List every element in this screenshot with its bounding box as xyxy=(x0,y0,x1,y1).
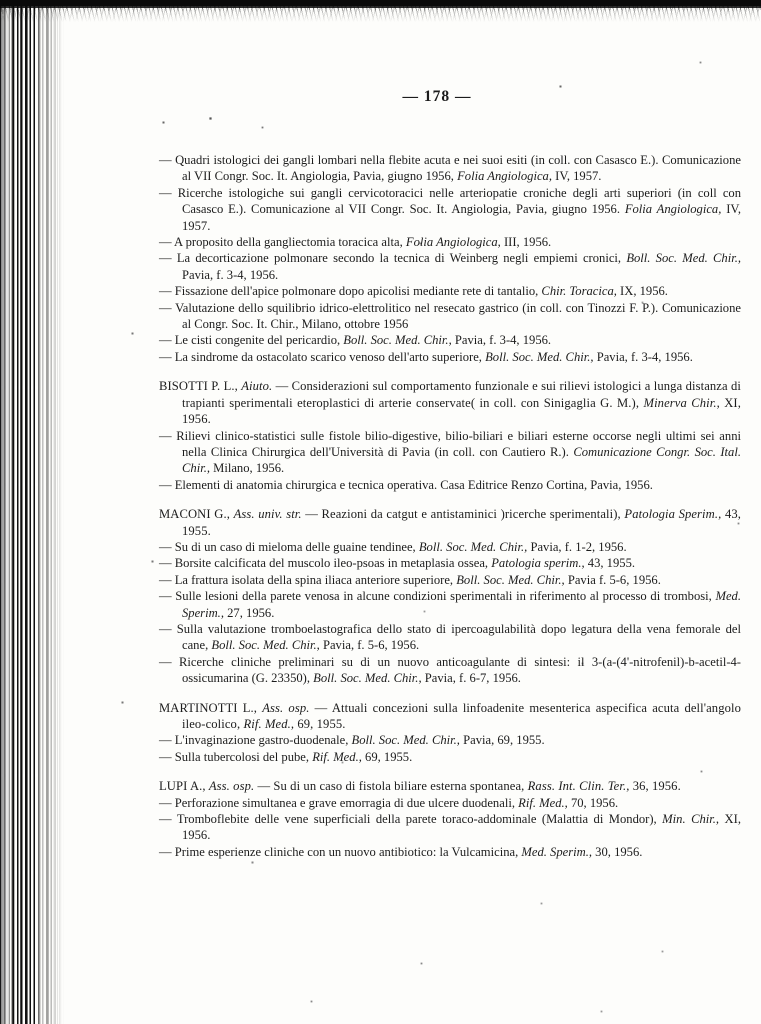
bibliography-author-entry xyxy=(159,506,741,539)
entry-text: XI, 1956. xyxy=(182,395,741,427)
journal-title: Comunicazione Congr. Soc. Ital. Chir., xyxy=(182,444,741,476)
entry-text: Pavia, f. 1-2, 1956. xyxy=(527,539,627,554)
bibliography-entry xyxy=(159,749,741,765)
entry-text: — La sindrome da ostacolato scarico venoso dell'arto superiore, xyxy=(159,349,486,364)
entry-text: Pavia f. 5-6, 1956. xyxy=(564,572,661,587)
journal-title: Boll. Soc. Med. Chir., xyxy=(418,539,528,554)
entry-text: 69, 1955. xyxy=(294,717,346,731)
entry-text: Pavia, f. 6-7, 1956. xyxy=(421,671,521,686)
entry-text: — Considerazioni sul comportamento funzionale e sui rilievi istologici a lunga distanza di trapianti sperimentali eteroplastici di arterie conservate( in coll. con Sinigaglia G. M.), xyxy=(182,379,741,410)
entry-text: IV, 1957. xyxy=(552,169,602,184)
bibliography-entry xyxy=(159,621,741,654)
bibliography-entry xyxy=(159,283,741,299)
entry-text: IX, 1956. xyxy=(616,284,668,299)
journal-title: Patologia sperim., xyxy=(491,556,585,571)
entry-text: Pavia, f. 3-4, 1956. xyxy=(593,349,693,364)
entry-text: — Prime esperienze cliniche con un nuovo antibiotico: la Vulcamicina, xyxy=(159,844,522,859)
entry-text: — La decorticazione polmonare secondo la tecnica di Weinberg negli empiemi cronici, xyxy=(159,251,627,266)
entry-text: 43, 1955. xyxy=(584,556,636,571)
entry-text: — Fissazione dell'apice polmonare dopo apicolisi mediante rete di tantalio, xyxy=(159,284,542,299)
bibliography-entry xyxy=(159,732,741,748)
journal-title: Aiuto. xyxy=(241,379,273,394)
bibliography-author-entry xyxy=(159,378,741,427)
entry-text: — Ricerche cliniche preliminari su di un nuovo anticoagulante di sintesi: il 3-(a-(4'-nitrofenil)-b-acetil-4-ossicumarina (G. 23350), xyxy=(159,654,741,686)
entry-text: 30, 1956. xyxy=(592,844,643,859)
bibliography-entry xyxy=(159,250,741,283)
entry-text: — Attuali concezioni sulla linfoadenite mesenterica aspecifica acuta dell'angolo ileo-colico, xyxy=(182,700,741,731)
entry-text: Milano, 1956. xyxy=(210,461,285,476)
journal-title: Rif. Med., xyxy=(312,749,362,764)
bibliography-entry xyxy=(159,654,741,687)
bibliography-entry xyxy=(159,588,741,621)
journal-title: Boll. Soc. Med. Chir., xyxy=(313,671,422,686)
entry-text: — Sulle lesioni della parete venosa in alcune condizioni sperimentali in riferimento al processo di trombosi, xyxy=(159,589,716,604)
scan-edge-top xyxy=(0,0,761,22)
journal-title: Med. Sperim., xyxy=(521,844,593,859)
bibliography-entry xyxy=(159,811,741,844)
entry-text: MACONI G., xyxy=(159,507,234,522)
bibliography-entry xyxy=(159,349,741,365)
entry-text: — Tromboflebite delle vene superficiali della parete toraco-addominale (Malattia di Mondor), xyxy=(159,812,663,827)
journal-title: Boll. Soc. Med. Chir., xyxy=(456,572,565,587)
journal-title: Rif. Med., xyxy=(518,795,568,810)
entry-text: — Su di un caso di mieloma delle guaine tendinee, xyxy=(159,539,419,554)
bibliography-entry xyxy=(159,477,741,493)
entry-text: IV, 1957. xyxy=(182,202,742,233)
journal-title: Rif. Med., xyxy=(243,717,295,731)
bibliography-entry xyxy=(159,572,741,588)
entry-text: MARTINOTTI L., xyxy=(159,700,263,715)
bibliography-entry xyxy=(159,152,741,185)
entry-text: — Su di un caso di fistola biliare esterna spontanea, xyxy=(254,779,528,794)
entry-text: — Quadri istologici dei gangli lombari nella flebite acuta e nei suoi esiti (in coll. con Casasco E.). Comunicazione al VII Congr. Soc. It. Angiologia, Pavia, giugno 1956, xyxy=(159,153,741,184)
entry-text: — Sulla valutazione tromboelastografica dello stato di ipercoagulabilità dopo legatura della vena femorale del cane, xyxy=(159,621,741,653)
page-number: — 178 — xyxy=(402,88,472,105)
entry-text: Pavia, 69, 1955. xyxy=(459,733,545,748)
bibliography-entry xyxy=(159,539,741,555)
entry-text: — Perforazione simultanea e grave emorragia di due ulcere duodenali, xyxy=(159,795,519,810)
entry-text: — Rilievi clinico-statistici sulle fistole bilio-digestive, bilio-biliari e biliari esterne occorse negli ultimi sei anni nella Clinica Chirurgica dell'Università di Pavia (in coll. con Cautiero R.). xyxy=(159,428,741,459)
journal-title: Ass. osp. xyxy=(208,779,255,794)
entry-text: — L'invaginazione gastro-duodenale, xyxy=(159,733,352,748)
entry-text: 69, 1955. xyxy=(361,749,413,764)
journal-title: Folia Angiologica, xyxy=(405,235,501,250)
entry-text: — A proposito della gangliectomia toracica alta, xyxy=(159,235,406,250)
journal-title: Patologia Sperim., xyxy=(624,507,722,522)
journal-title: Minerva Chir., xyxy=(643,395,720,410)
entry-text: III, 1956. xyxy=(500,235,552,250)
entry-text: — Elementi di anatomia chirurgica e tecnica operativa. Casa Editrice Renzo Cortina, Pavia, 1956. xyxy=(159,477,653,492)
journal-title: Boll. Soc. Med. Chir., xyxy=(626,251,742,266)
journal-title: Chir. Toracica, xyxy=(541,284,617,299)
entry-text: Pavia, f. 5-6, 1956. xyxy=(319,638,420,653)
entry-text: — Le cisti congenite del pericardio, xyxy=(159,333,344,348)
entry-text: — Ricerche istologiche sui gangli cervicotoracici nelle arteriopatie croniche degli arti superiori (in coll con Casasco E.). Comunicazione al VII Congr. Soc. It. Angiologia, Pavia, giugno 1956. xyxy=(159,185,741,217)
entry-text: — Valutazione dello squilibrio idrico-elettrolitico nel resecato gastrico (in coll. con Tinozzi F. P.). Comunicazione al Congr. Soc. It. Chir., Milano, ottobre 1956 xyxy=(159,300,741,332)
journal-title: Ass. univ. str. xyxy=(233,507,302,522)
scan-noise xyxy=(0,0,1,1)
bibliography-entry xyxy=(159,234,741,250)
journal-title: Folia Angiologica, xyxy=(457,169,552,184)
entry-text: — Borsite calcificata del muscolo ileo-psoas in metaplasia ossea, xyxy=(159,556,492,571)
entry-text: — La frattura isolata della spina iliaca anteriore superiore, xyxy=(159,572,457,587)
entry-text: Pavia, f. 3-4, 1956. xyxy=(182,267,279,282)
entry-text: 27, 1956. xyxy=(223,605,275,620)
journal-title: Folia Angiologica, xyxy=(624,202,722,217)
journal-title: Boll. Soc. Med. Chir., xyxy=(211,638,320,653)
entry-text: — Reazioni da catgut e antistaminici )ricerche sperimentali), xyxy=(301,507,625,522)
page-content xyxy=(159,88,741,860)
entry-text: LUPI A., xyxy=(159,779,209,794)
journal-title: Rass. Int. Clin. Ter., xyxy=(527,779,630,794)
bibliography-list xyxy=(159,152,741,860)
entry-text: 36, 1956. xyxy=(629,779,681,794)
journal-title: Ass. osp. xyxy=(262,700,310,715)
entry-text: XI, 1956. xyxy=(182,812,741,843)
journal-title: Boll. Soc. Med. Chir., xyxy=(351,733,460,748)
entry-text: Pavia, f. 3-4, 1956. xyxy=(451,333,552,348)
entry-text: BISOTTI P. L., xyxy=(159,379,242,394)
bibliography-entry xyxy=(159,428,741,477)
journal-title: Min. Chir., xyxy=(662,812,720,827)
entry-text: — Sulla tubercolosi del pube, xyxy=(159,749,313,764)
journal-title: Boll. Soc. Med. Chir., xyxy=(485,349,594,364)
scan-binding-left xyxy=(0,0,64,1024)
bibliography-entry xyxy=(159,844,741,860)
bibliography-entry xyxy=(159,300,741,333)
journal-title: Boll. Soc. Med. Chir., xyxy=(343,333,452,348)
entry-text: 43, 1955. xyxy=(182,507,741,538)
bibliography-entry xyxy=(159,795,741,811)
bibliography-author-entry xyxy=(159,700,741,733)
journal-title: Med. Sperim., xyxy=(182,589,741,620)
bibliography-author-entry xyxy=(159,778,741,794)
entry-text: 70, 1956. xyxy=(567,795,619,810)
bibliography-entry xyxy=(159,332,741,348)
bibliography-entry xyxy=(159,185,741,234)
bibliography-entry xyxy=(159,555,741,571)
